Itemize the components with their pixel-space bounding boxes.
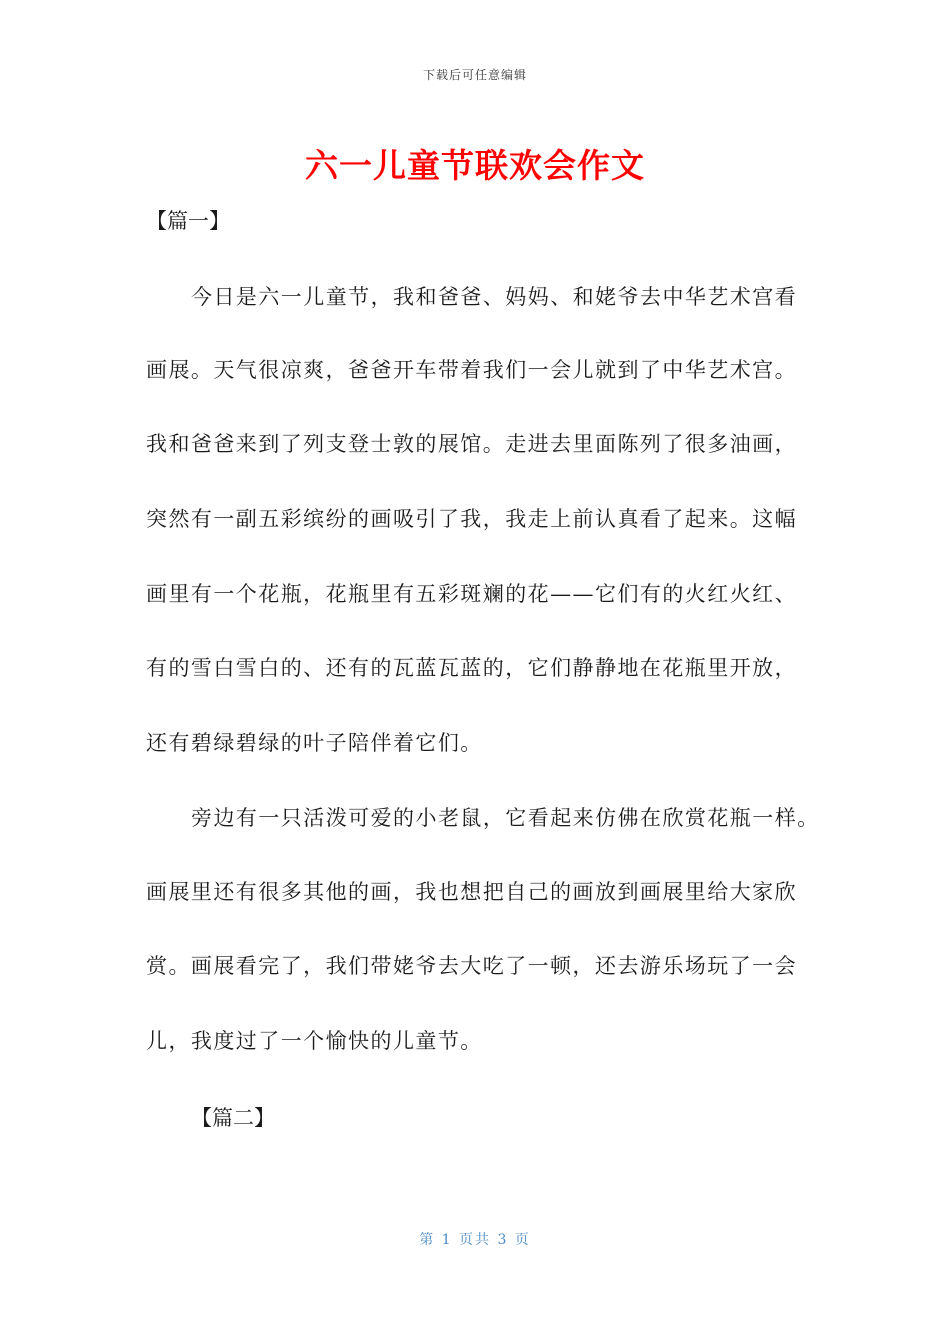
document-title: 六一儿童节联欢会作文	[305, 146, 645, 185]
paragraph-line: 画里有一个花瓶，花瓶里有五彩斑斓的花——它们有的火红火红、	[146, 582, 798, 606]
paragraph-line: 画展。天气很凉爽，爸爸开车带着我们一会儿就到了中华艺术宫。	[146, 358, 798, 382]
page-header-note: 下载后可任意编辑	[422, 68, 527, 82]
paragraph-line: 旁边有一只活泼可爱的小老鼠，它看起来仿佛在欣赏花瓶一样。	[191, 806, 820, 830]
paragraph-line: 还有碧绿碧绿的叶子陪伴着它们。	[146, 731, 483, 755]
paragraph-line: 我和爸爸来到了列支登士敦的展馆。走进去里面陈列了很多油画，	[146, 432, 798, 456]
section-heading-1: 【篇一】	[146, 209, 230, 233]
paragraph-line: 赏。画展看完了，我们带姥爷去大吃了一顿，还去游乐场玩了一会	[146, 954, 798, 978]
section-heading-2: 【篇二】	[191, 1106, 275, 1130]
page-footer: 第 1 页共 3 页	[419, 1232, 531, 1248]
paragraph-line: 突然有一副五彩缤纷的画吸引了我，我走上前认真看了起来。这幅	[146, 507, 798, 531]
paragraph-line: 儿，我度过了一个愉快的儿童节。	[146, 1029, 483, 1053]
paragraph-line: 有的雪白雪白的、还有的瓦蓝瓦蓝的，它们静静地在花瓶里开放，	[146, 656, 798, 680]
paragraph-line: 画展里还有很多其他的画，我也想把自己的画放到画展里给大家欣	[146, 880, 798, 904]
paragraph-line: 今日是六一儿童节，我和爸爸、妈妈、和姥爷去中华艺术宫看	[191, 285, 798, 309]
